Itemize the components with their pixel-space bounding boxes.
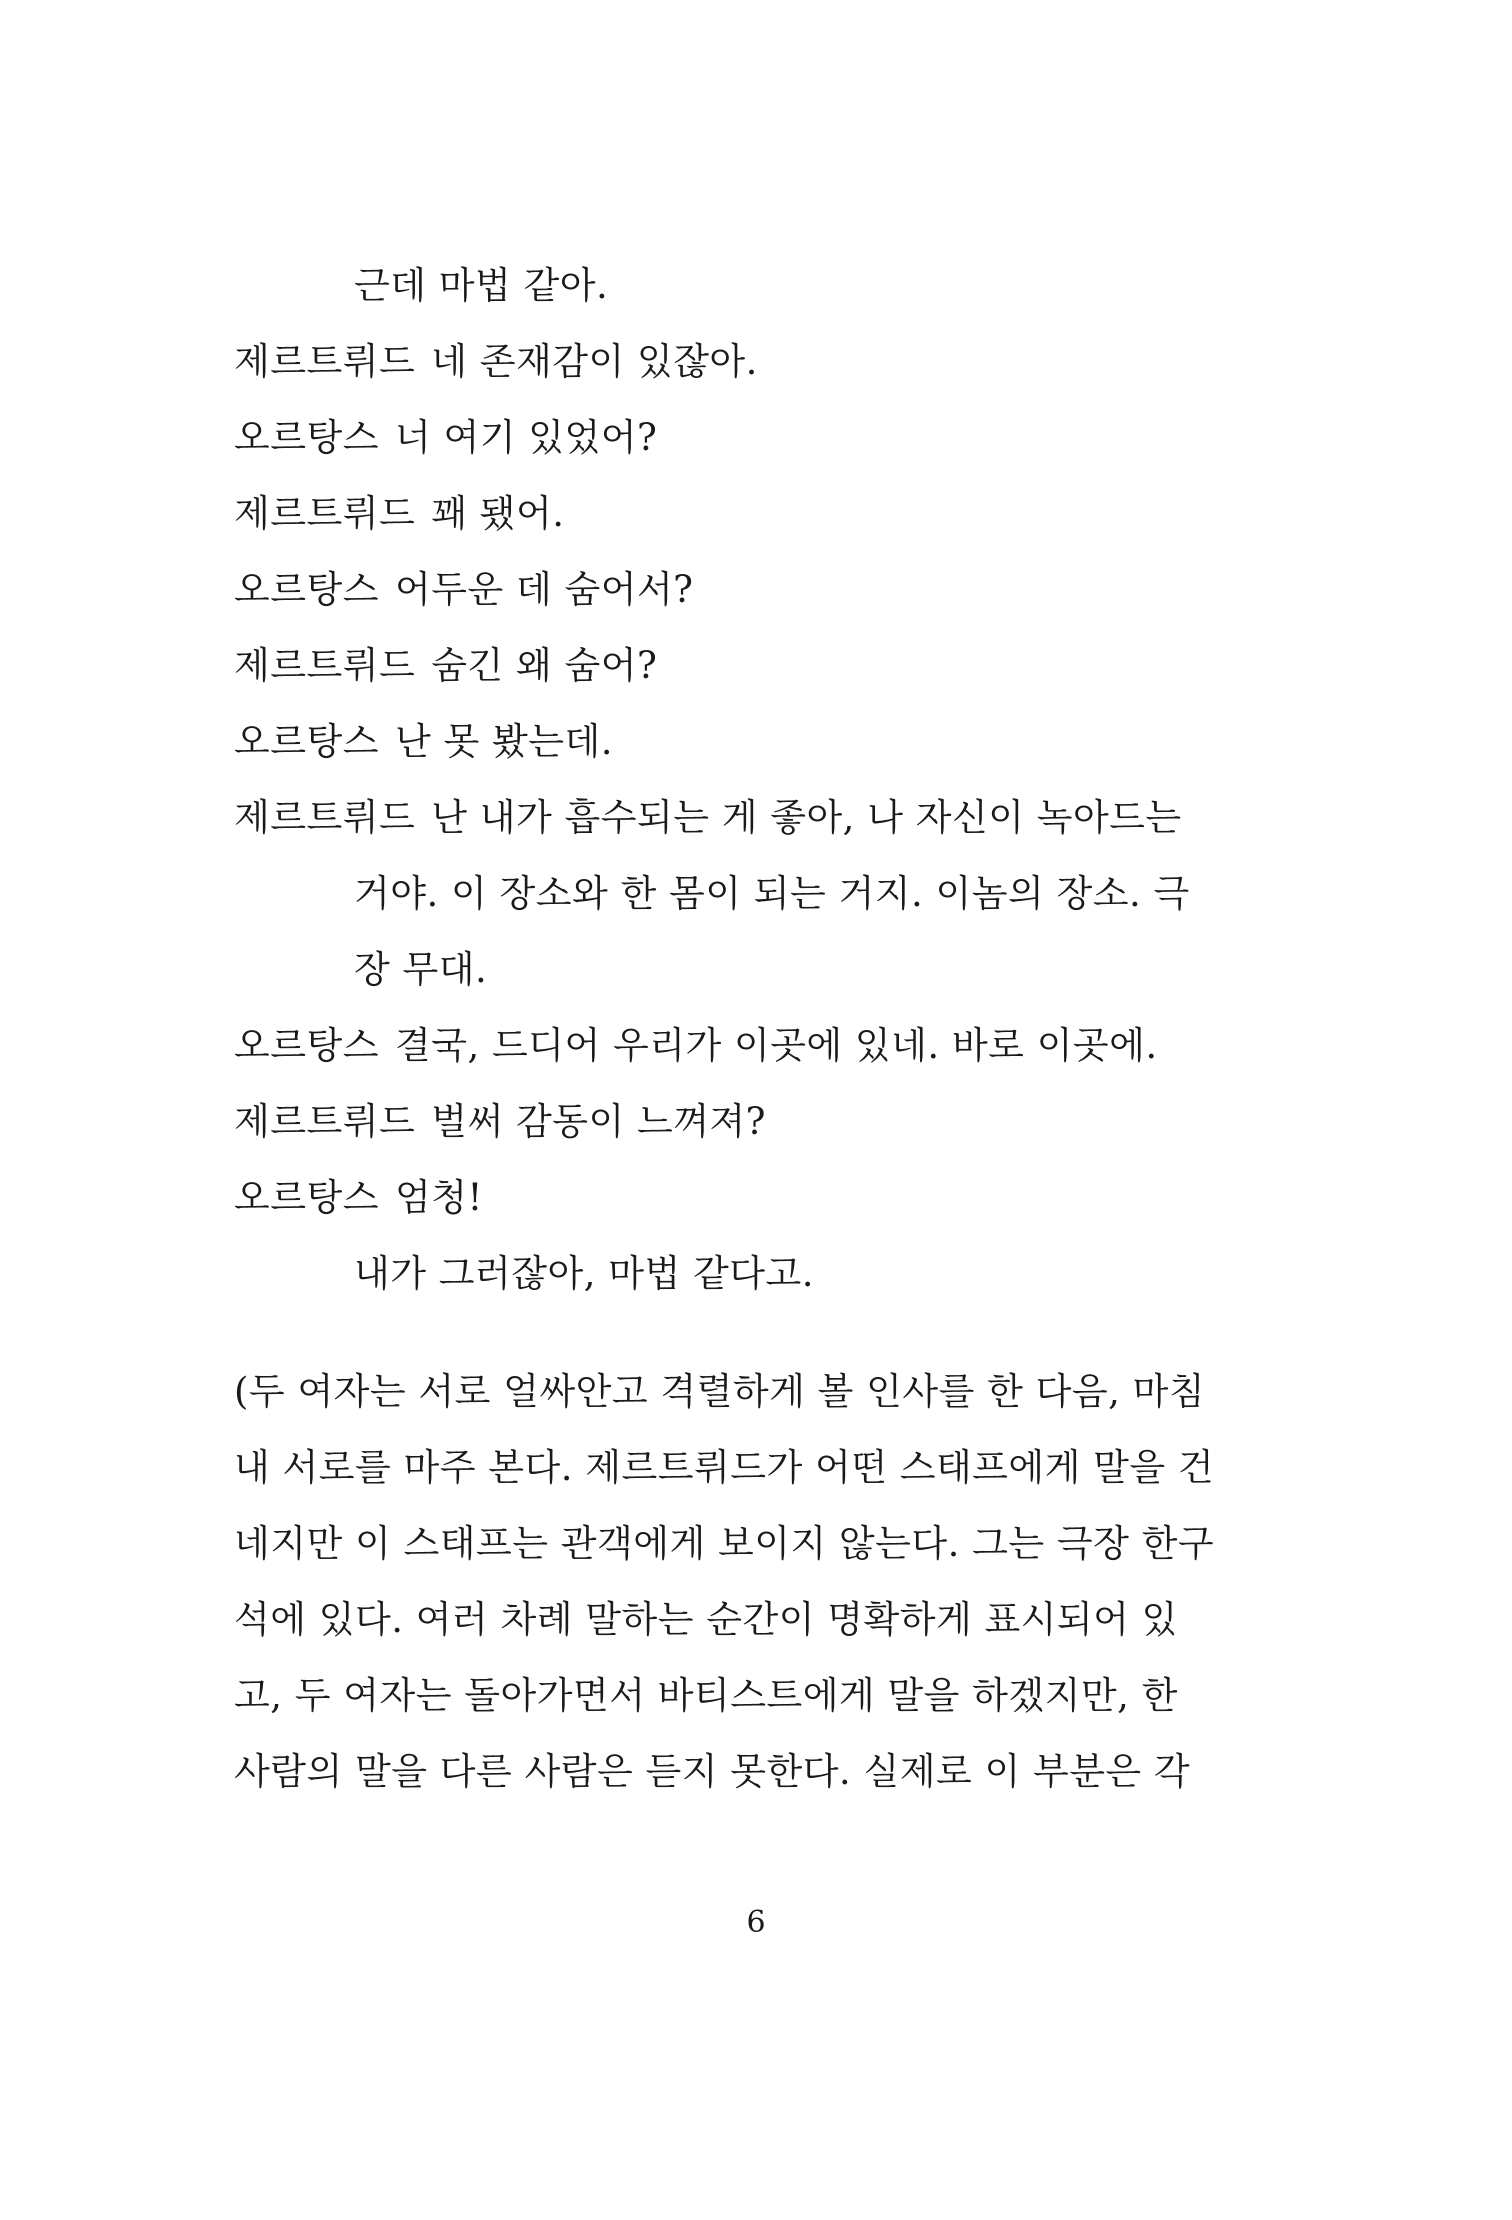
speaker-name: 제르트뤼드: [234, 644, 416, 687]
stage-direction-line: (두 여자는 서로 얼싸안고 격렬하게 볼 인사를 한 다음, 마침: [234, 1370, 1206, 1413]
dialogue-line: [234, 320, 1274, 396]
stage-direction-line: 사람의 말을 다른 사람은 듣지 못한다. 실제로 이 부분은 각: [234, 1750, 1191, 1793]
dialogue-line: [234, 776, 1274, 852]
stage-direction-line: 네지만 이 스태프는 관객에게 보이지 않는다. 그는 극장 한구: [234, 1522, 1215, 1565]
dialogue-text: 난 내가 흡수되는 게 좋아, 나 자신이 녹아드는: [431, 796, 1182, 839]
speaker-name: 오르탕스: [234, 720, 379, 763]
dialogue-text: 근데 마법 같아.: [354, 264, 609, 307]
speaker-name: 제르트뤼드: [234, 796, 416, 839]
dialogue-text: 어두운 데 숨어서?: [394, 568, 694, 611]
dialogue-block: [234, 244, 1274, 1308]
dialogue-line: [234, 928, 1274, 1004]
dialogue-line: [234, 700, 1274, 776]
dialogue-text: 네 존재감이 있잖아.: [431, 340, 758, 383]
dialogue-text: 거야. 이 장소와 한 몸이 되는 거지. 이놈의 장소. 극: [354, 872, 1190, 915]
dialogue-line: [234, 1156, 1274, 1232]
dialogue-line: [234, 852, 1274, 928]
dialogue-text: 꽤 됐어.: [431, 492, 565, 535]
stage-direction-line: 고, 두 여자는 돌아가면서 바티스트에게 말을 하겠지만, 한: [234, 1674, 1178, 1717]
dialogue-text: 난 못 봤는데.: [394, 720, 613, 763]
dialogue-text: 내가 그러잖아, 마법 같다고.: [354, 1252, 814, 1295]
dialogue-line: [234, 1004, 1274, 1080]
stage-direction-line: 석에 있다. 여러 차례 말하는 순간이 명확하게 표시되어 있: [234, 1598, 1178, 1641]
stage-direction-line: 내 서로를 마주 본다. 제르트뤼드가 어떤 스태프에게 말을 건: [234, 1446, 1215, 1489]
dialogue-text: 엄청!: [394, 1176, 483, 1219]
dialogue-line: [234, 472, 1274, 548]
page-number: 6: [746, 1905, 766, 1940]
dialogue-line: [234, 624, 1274, 700]
dialogue-line: [234, 396, 1274, 472]
dialogue-text: 벌써 감동이 느껴져?: [431, 1100, 767, 1143]
speaker-name: 제르트뤼드: [234, 492, 416, 535]
dialogue-line: [234, 244, 1274, 320]
dialogue-text: 장 무대.: [354, 948, 488, 991]
speaker-name: 오르탕스: [234, 1024, 379, 1067]
dialogue-line: [234, 1232, 1274, 1308]
dialogue-text: 결국, 드디어 우리가 이곳에 있네. 바로 이곳에.: [394, 1024, 1158, 1067]
speaker-name: 오르탕스: [234, 1176, 379, 1219]
speaker-name: 오르탕스: [234, 568, 379, 611]
dialogue-line: [234, 548, 1274, 624]
stage-direction: [234, 1350, 1274, 1806]
speaker-name: 오르탕스: [234, 416, 379, 459]
dialogue-text: 숨긴 왜 숨어?: [431, 644, 658, 687]
speaker-name: 제르트뤼드: [234, 340, 416, 383]
speaker-name: 제르트뤼드: [234, 1100, 416, 1143]
dialogue-text: 너 여기 있었어?: [394, 416, 658, 459]
dialogue-line: [234, 1080, 1274, 1156]
